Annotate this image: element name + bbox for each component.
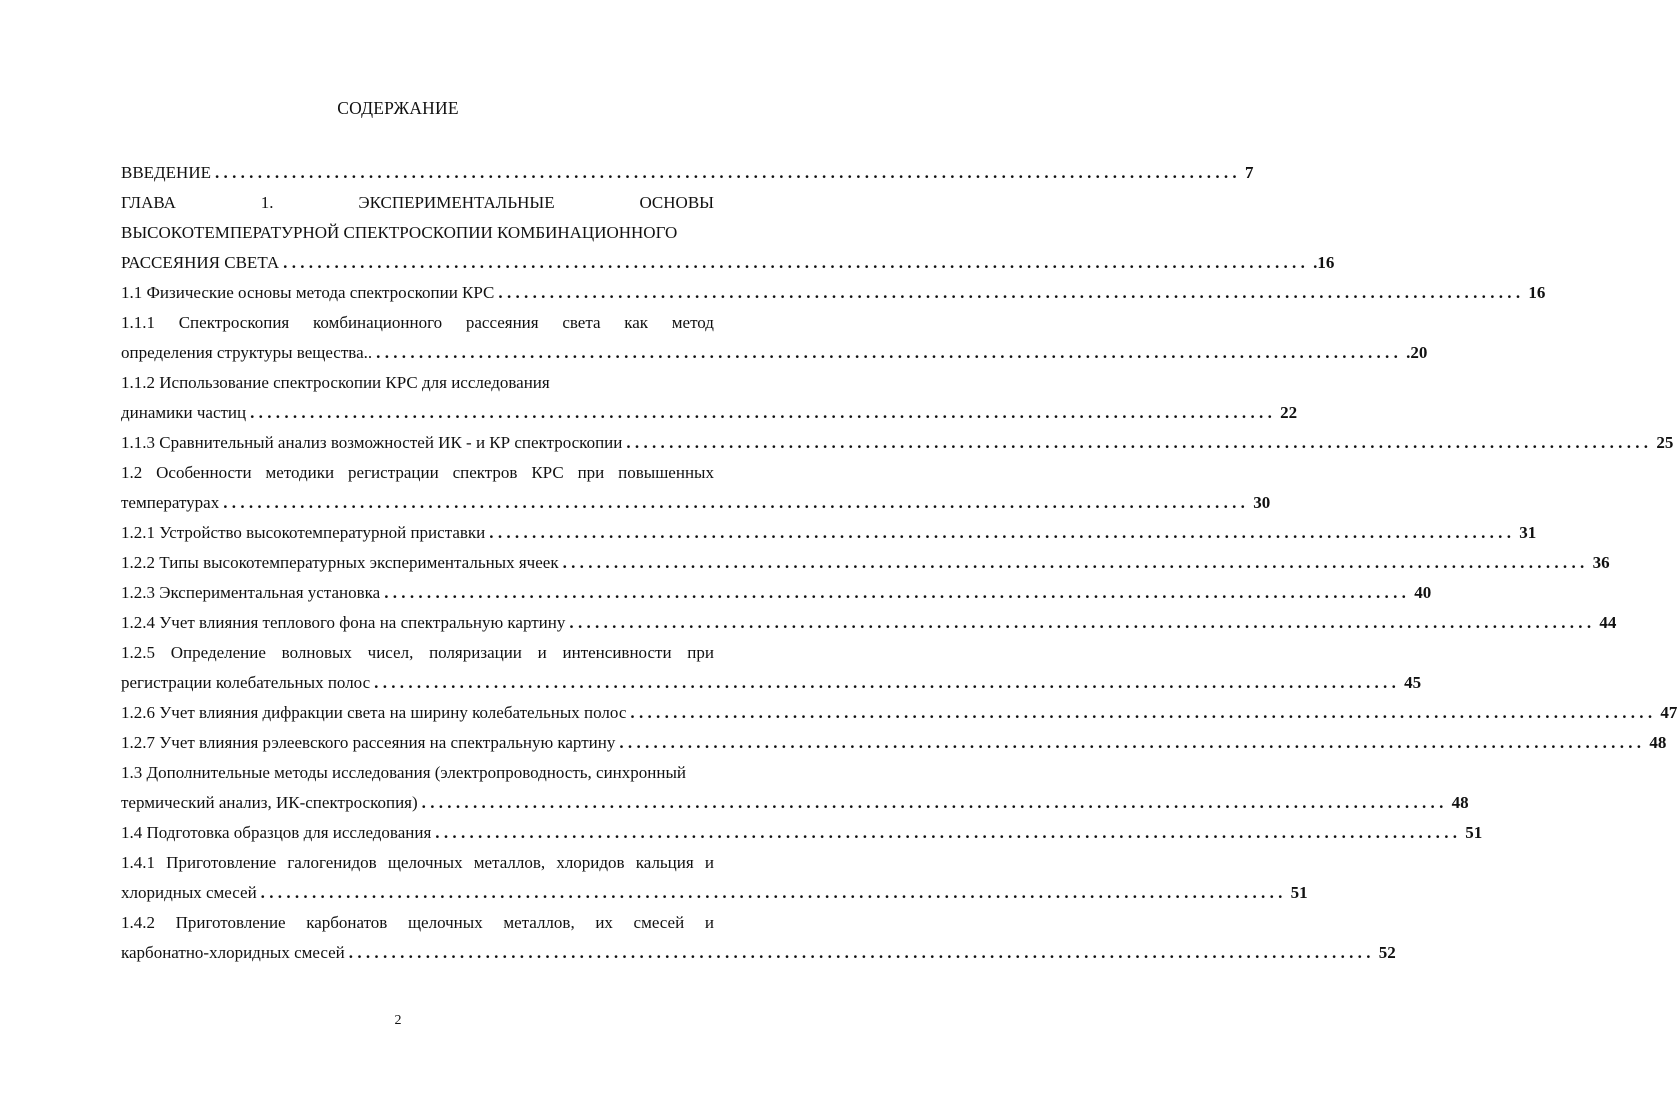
toc-word: щелочных [387,853,463,872]
toc-page-number: 45 [1404,673,1422,692]
toc-leader-dots: ........................................................................................................................ [498,283,1525,302]
toc-entry-1-2-7[interactable] [121,728,1667,758]
toc-word: щелочных [407,913,483,932]
toc-entry-1-3-line-1[interactable] [121,758,714,788]
toc-entry-text: ВЫСОКОТЕМПЕРАТУРНОЙ СПЕКТРОСКОПИИ КОМБИНАЦИОННОГО [121,223,678,242]
page-title: СОДЕРЖАНИЕ [337,98,459,118]
toc-entry-text: 1.2.2 Типы высокотемпературных экспериментальных ячеек [121,553,559,572]
toc-word: 1.4.2 [121,913,155,932]
toc-entry-chapter-1-line-2[interactable] [121,218,714,248]
toc-word: Особенности [156,463,252,482]
toc-entry-1-1-1-line-1[interactable] [121,308,714,338]
toc-entry-1-2-5-line-1[interactable] [121,638,714,668]
toc-leader-dots: ........................................................................................................................ [630,703,1657,722]
toc-word: спектров [452,463,518,482]
toc-leader-dots: ........................................................................................................................ [619,733,1646,752]
toc-page-number: .20 [1406,343,1428,362]
toc-entry-1-2-line-2[interactable] [121,488,1271,518]
toc-entry-text: 1.1.2 Использование спектроскопии КРС для исследования [121,373,550,392]
toc-entry-text: ВВЕДЕНИЕ [121,163,211,182]
toc-word: ЭКСПЕРИМЕНТАЛЬНЫЕ [358,193,555,212]
toc-entry-1-2-6[interactable] [121,698,1677,728]
toc-word: при [687,643,714,662]
toc-leader-dots: ........................................................................................................................ [283,253,1310,272]
toc-entry-1-1[interactable] [121,278,1546,308]
toc-word: Определение [170,643,266,662]
toc-entry-1-1-3[interactable] [121,428,1674,458]
toc-leader-dots: ........................................................................................................................ [562,553,1589,572]
toc-entry-text: температурах [121,493,220,512]
toc-leader-dots: ........................................................................................................................ [214,163,1241,182]
toc-page-number: 22 [1280,403,1298,422]
toc-word: ОСНОВЫ [639,193,714,212]
toc-entry-text: термический анализ, ИК-спектроскопия) [121,793,418,812]
toc-word: и [537,643,547,662]
toc-word: метод [671,313,714,332]
toc-word: 1.1.1 [121,313,155,332]
toc-page-number: 31 [1519,523,1537,542]
toc-entry-text: РАССЕЯНИЯ СВЕТА [121,253,280,272]
toc-page-number: 51 [1465,823,1483,842]
toc-word: как [624,313,649,332]
toc-word: Приготовление [166,853,277,872]
toc-entry-1-4-1-line-2[interactable] [121,878,1308,908]
toc-word: ГЛАВА [121,193,176,212]
toc-page-number: 40 [1414,583,1432,602]
toc-page-number: 30 [1253,493,1271,512]
toc-entry-1-4[interactable] [121,818,1483,848]
toc-word: 1.2 [121,463,143,482]
toc-page-number: 48 [1649,733,1667,752]
toc-page-number: 7 [1244,163,1254,182]
toc-entry-1-2-3[interactable] [121,578,1432,608]
toc-entry-1-4-1-line-1[interactable] [121,848,714,878]
toc-word: 1.2.5 [121,643,155,662]
toc-entry-1-4-2-line-2[interactable] [121,938,1396,968]
toc-page-number: 25 [1656,433,1674,452]
toc-leader-dots: ........................................................................................................................ [376,343,1403,362]
toc-leader-dots: ........................................................................................................................ [223,493,1250,512]
toc-word: волновых [281,643,352,662]
toc-entry-text: 1.1 Физические основы метода спектроскопии КРС [121,283,495,302]
toc-word: их [595,913,613,932]
toc-entry-text: регистрации колебательных полос [121,673,371,692]
toc-word: галогенидов [287,853,377,872]
toc-word: и [704,913,714,932]
toc-word: методики [265,463,335,482]
toc-word: металлов, [503,913,575,932]
toc-word: чисел, [367,643,414,662]
toc-word: рассеяния [465,313,539,332]
toc-leader-dots: ........................................................................................................................ [348,943,1375,962]
toc-word: Приготовление [175,913,286,932]
toc-entry-text: 1.1.3 Сравнительный анализ возможностей ИК - и КР спектроскопии [121,433,623,452]
toc-word: металлов, [473,853,546,872]
toc-word: света [562,313,601,332]
toc-word: КРС [531,463,564,482]
toc-entry-text: 1.4 Подготовка образцов для исследования [121,823,432,842]
toc-word: смесей [633,913,685,932]
toc-entry-1-2-4[interactable] [121,608,1617,638]
toc-entry-1-2-1[interactable] [121,518,1537,548]
toc-leader-dots: ........................................................................................................................ [569,613,1596,632]
toc-entry-text: хлоридных смесей [121,883,257,902]
toc-word: и [704,853,714,872]
toc-word: 1.4.1 [121,853,155,872]
toc-leader-dots: ........................................................................................................................ [374,673,1401,692]
toc-leader-dots: ........................................................................................................................ [421,793,1448,812]
toc-page-number: 44 [1599,613,1617,632]
toc-entry-chapter-1-line-1[interactable] [121,188,714,218]
toc-word: Спектроскопия [178,313,290,332]
toc-page-number: 48 [1451,793,1469,812]
toc-entry-text: карбонатно-хлоридных смесей [121,943,345,962]
toc-entry-text: динамики частиц [121,403,247,422]
toc-entry-1-2-5-line-2[interactable] [121,668,1422,698]
toc-word: карбонатов [306,913,388,932]
toc-entry-text: 1.2.7 Учет влияния рэлеевского рассеяния на спектральную картину [121,733,616,752]
toc-entry-text: 1.2.4 Учет влияния теплового фона на спектральную картину [121,613,566,632]
toc-word: регистрации [348,463,439,482]
toc-page-number: 51 [1290,883,1308,902]
toc-leader-dots: ........................................................................................................................ [489,523,1516,542]
toc-entry-1-2-2[interactable] [121,548,1610,578]
toc-leader-dots: ........................................................................................................................ [250,403,1277,422]
toc-entry-1-1-1-line-2[interactable] [121,338,1428,368]
toc-word: интенсивности [562,643,672,662]
toc-word: при [577,463,605,482]
table-of-contents [121,158,1677,968]
toc-entry-1-3-line-2[interactable] [121,788,1469,818]
toc-page-number: 36 [1592,553,1610,572]
toc-entry-text: 1.2.6 Учет влияния дифракции света на ширину колебательных полос [121,703,627,722]
toc-word: комбинационного [312,313,443,332]
toc-entry-1-1-2-line-1[interactable] [121,368,714,398]
toc-leader-dots: ........................................................................................................................ [384,583,1411,602]
toc-entry-text: 1.2.1 Устройство высокотемпературной приставки [121,523,486,542]
toc-entry-chapter-1-line-3[interactable] [121,248,1335,278]
toc-entry-1-4-2-line-1[interactable] [121,908,714,938]
toc-entry-text: 1.2.3 Экспериментальная установка [121,583,381,602]
toc-leader-dots: ........................................................................................................................ [260,883,1287,902]
toc-leader-dots: ........................................................................................................................ [626,433,1653,452]
toc-page-number: 52 [1378,943,1396,962]
toc-entry-1-1-2-line-2[interactable] [121,398,1298,428]
toc-word: хлоридов [556,853,625,872]
toc-page-number: 16 [1528,283,1546,302]
page-number: 2 [394,1013,402,1028]
toc-entry-intro[interactable] [121,158,1254,188]
toc-entry-text: 1.3 Дополнительные методы исследования (электропроводность, синхронный [121,763,686,782]
toc-word: кальция [635,853,694,872]
toc-word: повышенных [618,463,714,482]
toc-leader-dots: ........................................................................................................................ [435,823,1462,842]
toc-page-number: 47 [1660,703,1677,722]
toc-page-number: .16 [1313,253,1335,272]
toc-entry-text: определения структуры вещества.. [121,343,373,362]
toc-entry-1-2-line-1[interactable] [121,458,714,488]
toc-word: 1. [260,193,274,212]
toc-word: поляризации [429,643,522,662]
